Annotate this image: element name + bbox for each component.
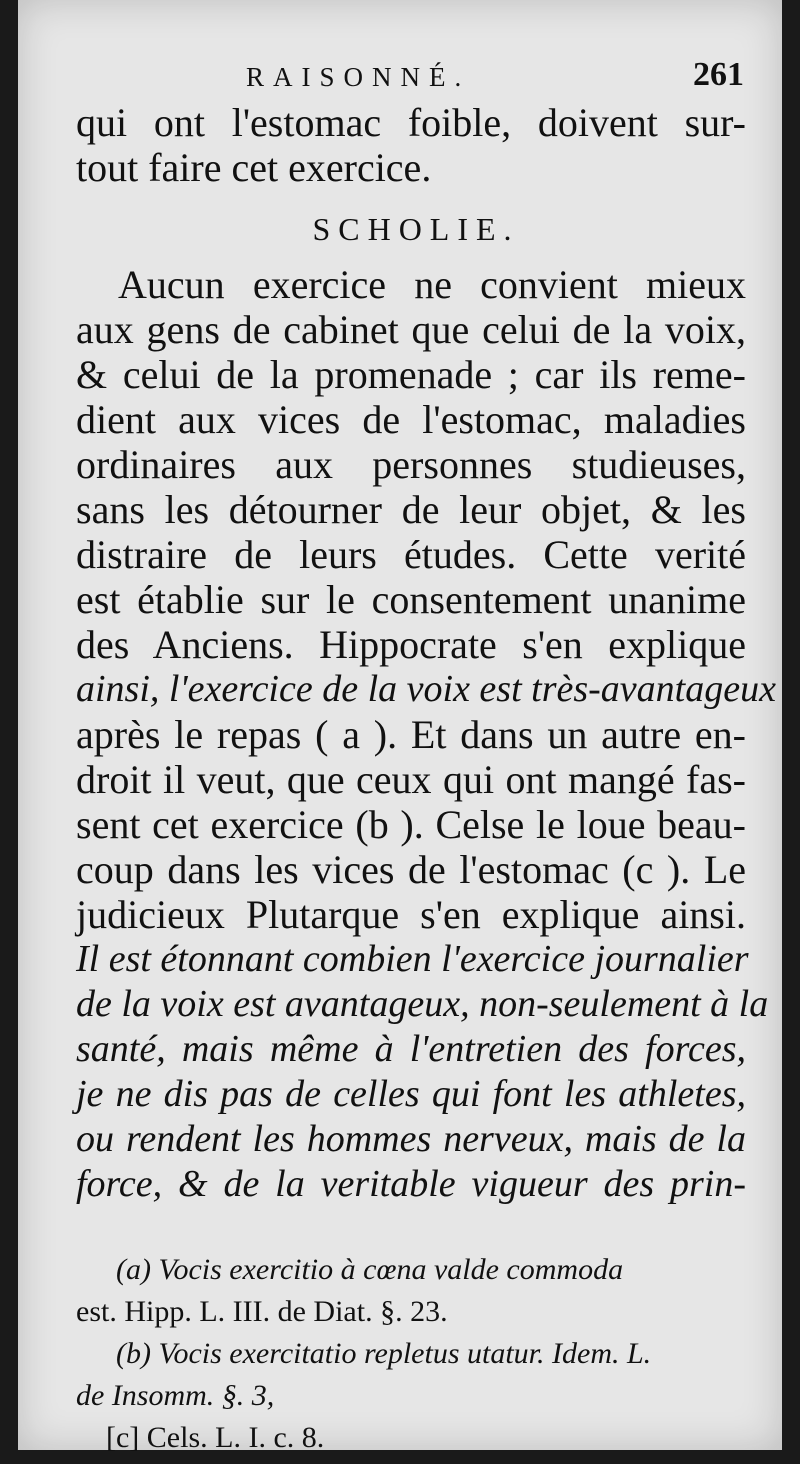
footnote-b-text: (b) Vocis exercitatio repletus utatur. Idem. L. <box>116 1337 652 1370</box>
footnote-a <box>76 1249 746 1291</box>
continuation-paragraph <box>76 100 746 190</box>
text-line: distraire de leurs études. Cette verité <box>76 532 746 577</box>
text-line: coup dans les vices de l'estomac (c ). Le <box>76 847 746 892</box>
text-line: je ne dis pas de celles qui font les athletes, <box>76 1073 746 1115</box>
text-line: force, & de la veritable vigueur des prin- <box>76 1163 746 1205</box>
footnote-a-cont <box>76 1291 746 1333</box>
page-number: 261 <box>693 56 744 93</box>
body-paragraph <box>76 262 776 1207</box>
text-line: qui ont l'estomac foible, doivent sur- <box>76 100 746 145</box>
text-line: dient aux vices de l'estomac, maladies <box>76 397 746 442</box>
text-line: Il est étonnant combien l'exercice journalier <box>76 938 749 980</box>
page-content <box>76 56 776 1459</box>
text-line: ordinaires aux personnes studieuses, <box>76 442 746 487</box>
footnote-b-cont-text: de Insomm. §. 3, <box>76 1379 275 1412</box>
text-line: tout faire cet exercice. <box>76 145 432 190</box>
footnote-a-cont-text: est. Hipp. L. III. de Diat. §. 23. <box>76 1295 448 1328</box>
text-line: sent cet exercice (b ). Celse le loue beau- <box>76 802 746 847</box>
book-page <box>18 0 782 1454</box>
text-line: droit il veut, que ceux qui ont mangé fas- <box>76 757 746 802</box>
page-header <box>76 56 746 100</box>
text-line: ainsi, l'exercice de la voix est très-avantageux <box>76 668 776 710</box>
text-line: ou rendent les hommes nerveux, mais de la <box>76 1118 746 1160</box>
text-line: aux gens de cabinet que celui de la voix, <box>76 307 746 352</box>
text-line: & celui de la promenade ; car ils reme- <box>76 352 746 397</box>
footnote-c-text: [c] Cels. L. I. c. 8. <box>106 1421 325 1454</box>
text-line: de la voix est avantageux, non-seulement à la <box>76 983 769 1025</box>
text-line: des Anciens. Hippocrate s'en explique <box>76 622 746 667</box>
running-head: RAISONNÉ. <box>246 62 471 92</box>
text-line: judicieux Plutarque s'en explique ainsi. <box>76 892 746 937</box>
footnote-c <box>76 1417 746 1459</box>
text-line: sans les détourner de leur objet, & les <box>76 487 746 532</box>
footnote-b-cont <box>76 1375 746 1417</box>
text-line: est établie sur le consentement unanime <box>76 577 746 622</box>
footnote-a-text: (a) Vocis exercitio à cœna valde commoda <box>116 1253 624 1286</box>
footnotes <box>76 1249 746 1459</box>
text-line: Aucun exercice ne convient mieux <box>118 262 746 307</box>
text-line: après le repas ( a ). Et dans un autre en- <box>76 712 746 757</box>
text-line: santé, mais même à l'entretien des forces, <box>76 1028 746 1070</box>
footnote-b <box>76 1333 746 1375</box>
section-title: SCHOLIE. <box>312 211 520 247</box>
